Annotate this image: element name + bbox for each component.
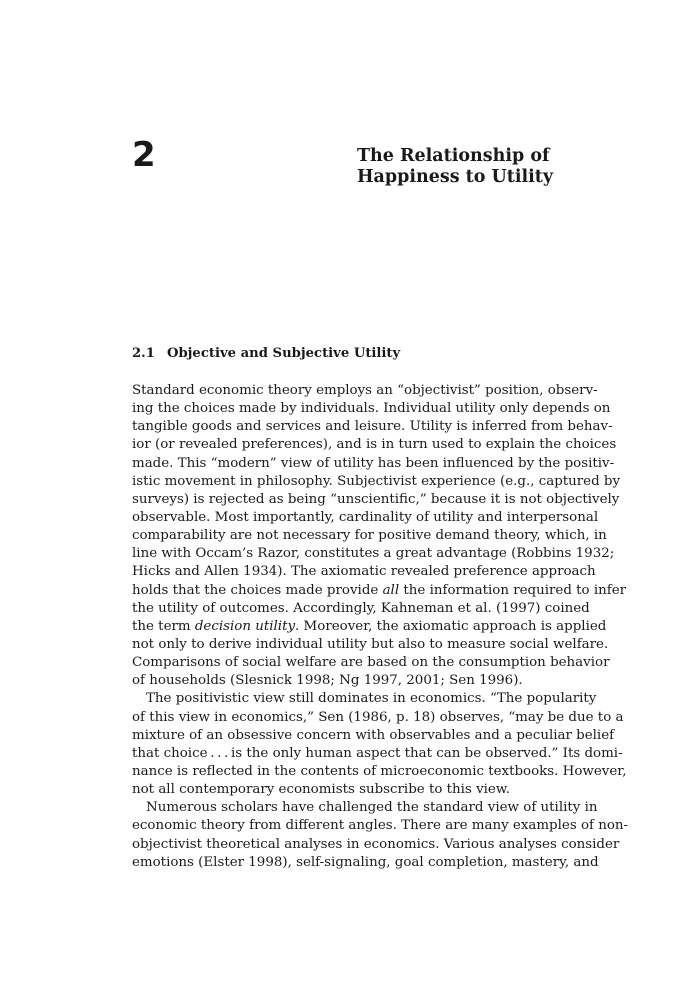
section-heading: [132, 346, 400, 361]
paragraph-line: The positivistic view still dominates in economics. “The popularity: [146, 691, 597, 707]
paragraph-line: Hicks and Allen 1934). The axiomatic revealed preference approach: [132, 564, 596, 580]
paragraph-line: ing the choices made by individuals. Individual utility only depends on: [132, 401, 611, 417]
chapter-title: [357, 146, 577, 188]
paragraph-line: made. This “modern” view of utility has been influenced by the positiv-: [132, 455, 615, 471]
body-text: [132, 382, 629, 872]
paragraph-line: line with Occam’s Razor, constitutes a great advantage (Robbins 1932;: [132, 546, 615, 562]
paragraph: [132, 690, 627, 799]
paragraph-line: Numerous scholars have challenged the standard view of utility in: [146, 800, 598, 816]
chapter-title-line: Happiness to Utility: [357, 167, 554, 187]
paragraph-line: of this view in economics,” Sen (1986, p. 18) observes, “may be due to a: [132, 709, 624, 725]
emphasis: decision utility: [194, 618, 296, 634]
paragraph-line: tangible goods and services and leisure. Utility is inferred from behav-: [132, 419, 613, 435]
emphasis: all: [382, 582, 400, 598]
paragraph: [132, 799, 629, 872]
section-number: 2.1: [132, 346, 155, 361]
paragraph-line: the term decision utility. Moreover, the axiomatic approach is applied: [132, 618, 607, 634]
paragraph-line: not all contemporary economists subscribe to this view.: [132, 782, 510, 798]
paragraph-line: mixture of an obsessive concern with observables and a peculiar belief: [132, 727, 615, 743]
paragraph-line: holds that the choices made provide all the information required to infer: [132, 582, 627, 598]
paragraph-line: objectivist theoretical analyses in economics. Various analyses consider: [132, 836, 620, 852]
paragraph-line: of households (Slesnick 1998; Ng 1997, 2001; Sen 1996).: [132, 673, 523, 689]
paragraph-line: Standard economic theory employs an “objectivist” position, observ-: [132, 383, 598, 398]
chapter-number: 2: [132, 135, 156, 175]
section-title: Objective and Subjective Utility: [166, 346, 401, 361]
paragraph-line: not only to derive individual utility but also to measure social welfare.: [132, 636, 609, 652]
paragraph-line: istic movement in philosophy. Subjectivist experience (e.g., captured by: [132, 473, 621, 489]
paragraph-line: the utility of outcomes. Accordingly, Kahneman et al. (1997) coined: [132, 600, 590, 616]
paragraph-line: nance is reflected in the contents of microeconomic textbooks. However,: [132, 763, 627, 779]
chapter-title-line: The Relationship of: [357, 146, 550, 166]
paragraph: [132, 382, 627, 690]
paragraph-line: that choice . . . is the only human aspect that can be observed.” Its domi-: [132, 745, 623, 761]
paragraph-line: emotions (Elster 1998), self-signaling, goal completion, mastery, and: [132, 854, 599, 870]
paragraph-line: economic theory from different angles. There are many examples of non-: [132, 818, 629, 834]
paragraph-line: surveys) is rejected as being “unscientific,” because it is not objectively: [132, 491, 620, 507]
paragraph-line: ior (or revealed preferences), and is in turn used to explain the choices: [132, 437, 617, 453]
paragraph-line: comparability are not necessary for positive demand theory, which, in: [132, 528, 607, 544]
paragraph-line: Comparisons of social welfare are based on the consumption behavior: [132, 655, 610, 671]
paragraph-line: observable. Most importantly, cardinality of utility and interpersonal: [132, 509, 599, 525]
